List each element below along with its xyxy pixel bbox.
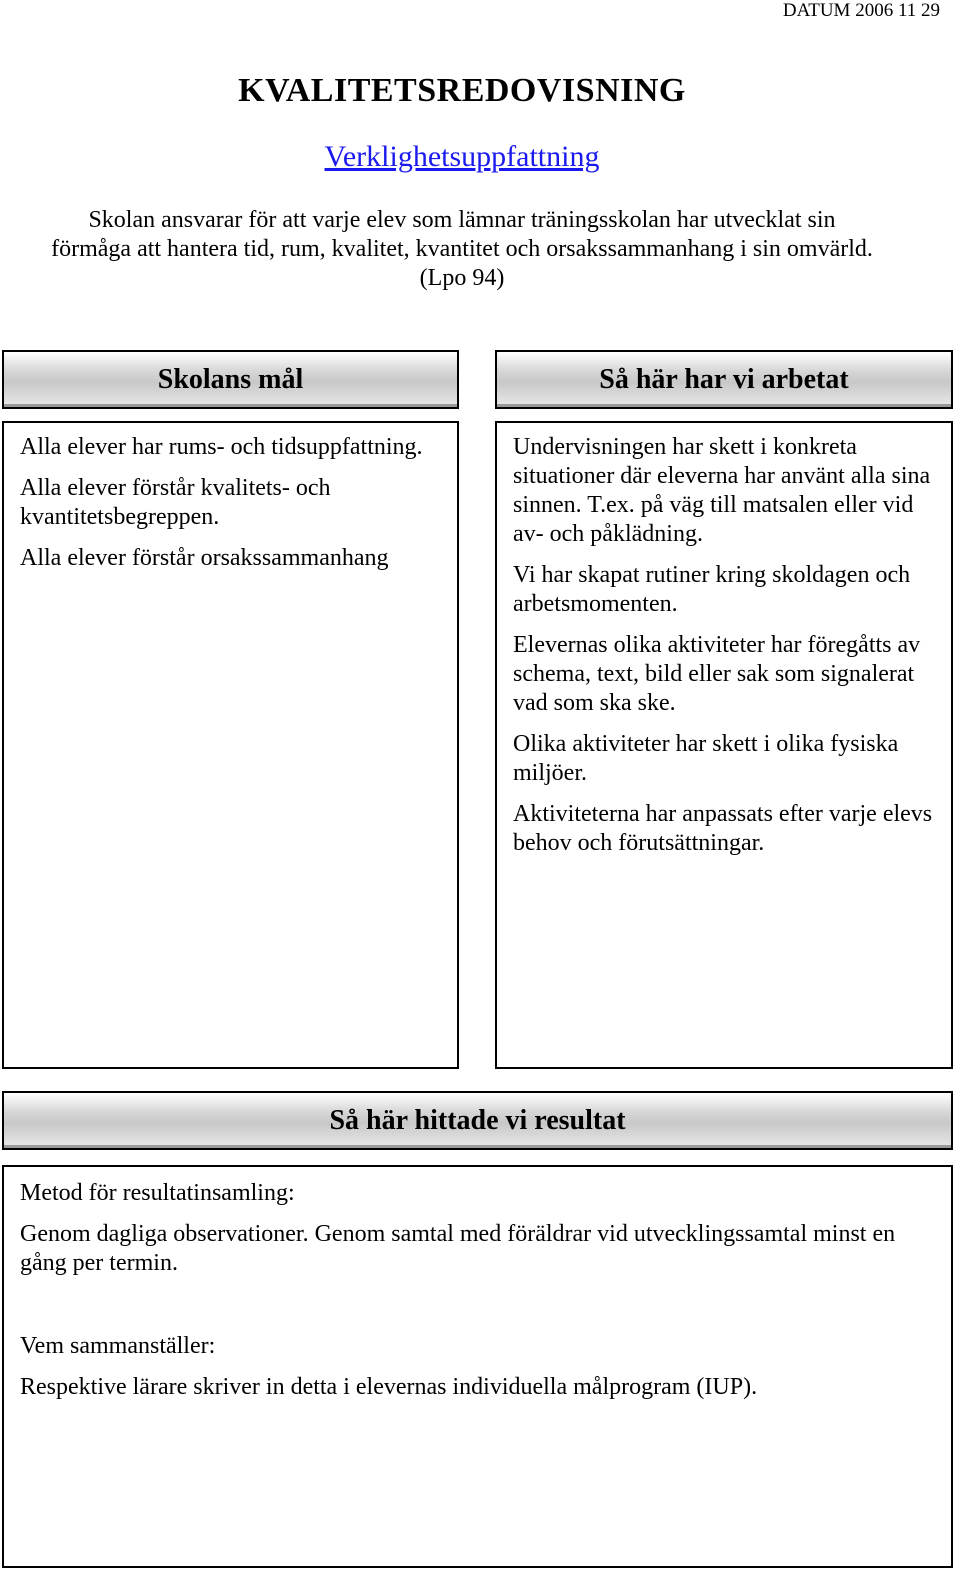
subtitle	[0, 140, 924, 174]
document-date: DATUM 2006 11 29	[782, 0, 940, 21]
goals-header	[2, 350, 459, 409]
subtitle-link[interactable]: Verklighetsuppfattning	[324, 140, 600, 173]
goals-box	[2, 421, 459, 1069]
work-item: Elevernas olika aktiviteter har föregåtts av schema, text, bild eller sak som signalerat vad som ska ske.	[513, 632, 921, 716]
work-header	[495, 350, 953, 409]
work-item: Olika aktiviteter har skett i olika fysiska miljöer.	[513, 731, 899, 786]
intro-paragraph: Skolan ansvarar för att varje elev som lämnar träningsskolan har utvecklat sin förmåga att hantera tid, rum, kvalitet, kvantitet och orsakssammanhang i sin omvärld. (Lpo 94)	[51, 207, 873, 291]
goal-item: Alla elever har rums- och tidsuppfattning.	[20, 434, 423, 460]
work-heading: Så här har vi arbetat	[599, 364, 849, 395]
compiler-text: Respektive lärare skriver in detta i elevernas individuella målprogram (IUP).	[20, 1374, 758, 1400]
work-box	[495, 421, 953, 1069]
results-box	[2, 1165, 953, 1568]
work-item: Aktiviteterna har anpassats efter varje elevs behov och förutsättningar.	[513, 801, 933, 856]
page-title: KVALITETSREDOVISNING	[238, 72, 686, 109]
work-item: Undervisningen har skett i konkreta situationer där eleverna har använt alla sina sinnen. T.ex. på väg till matsalen eller vid av- och påklädning.	[513, 434, 931, 547]
goals-heading: Skolans mål	[157, 364, 304, 395]
results-heading: Så här hittade vi resultat	[329, 1105, 626, 1136]
compiler-label: Vem sammanställer:	[20, 1333, 216, 1359]
method-text: Genom dagliga observationer. Genom samtal med föräldrar vid utvecklingssamtal minst en gång per termin.	[20, 1221, 896, 1276]
results-header	[2, 1091, 953, 1150]
goal-item: Alla elever förstår kvalitets- och kvantitetsbegreppen.	[20, 475, 331, 530]
method-label: Metod för resultatinsamling:	[20, 1180, 295, 1206]
work-item: Vi har skapat rutiner kring skoldagen och arbetsmomenten.	[513, 562, 911, 617]
goal-item: Alla elever förstår orsakssammanhang	[20, 545, 389, 571]
